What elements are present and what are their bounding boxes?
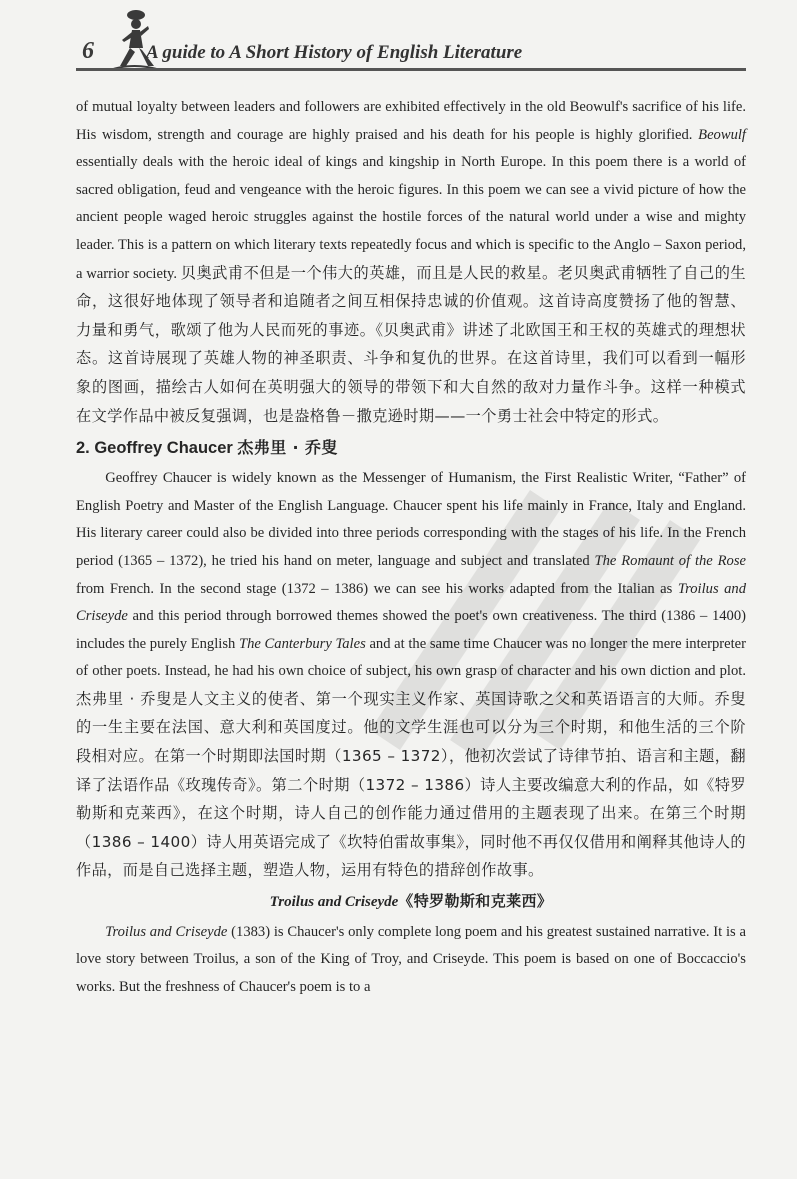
subsection-heading-troilus: [76, 888, 746, 917]
text-run: and at the same time Chaucer was no longer the mere interpreter of other poets. Instead, he had his own choice of subject, his own grasp of character and his own diction and plot.: [76, 635, 747, 680]
page-header: [0, 0, 797, 80]
italic-title: Beowulf: [698, 126, 746, 143]
subsection-heading-cn: 《特罗勒斯和克莱西》: [398, 892, 553, 911]
paragraph-troilus: [76, 919, 746, 1002]
text-run: and this period through borrowed themes showed the poet's own creativeness. The third (1386 – 1400) includes the purely English: [76, 608, 746, 652]
section-heading-en: 2. Geoffrey Chaucer: [76, 439, 238, 458]
italic-title: Troilus and Criseyde: [105, 923, 228, 940]
italic-title: The Canterbury Tales: [238, 635, 366, 652]
paragraph-chaucer: [76, 465, 746, 886]
text-run: Geoffrey Chaucer is widely known as the Messenger of Humanism, the First Realistic Writer, “Father” of English Poetry and Master of the English Language. Chaucer spent his life mainly in France, Italy and England. His literary career could also be divided into three periods corresponding with the stages of his life. In the French period (1365 – 1372), he tried his hand on meter, language and subject and translated: [76, 470, 746, 569]
chinese-translation: 贝奥武甫不但是一个伟大的英雄，而且是人民的救星。老贝奥武甫牺牲了自己的生命，这很好地体现了领导者和追随者之间互相保持忠诚的价值观。这首诗高度赞扬了他的智慧、力量和勇气，歌颂了他为人民而死的事迹。《贝奥武甫》讲述了北欧国王和王权的英雄式的理想状态。这首诗展现了英雄人物的神圣职责、斗争和复仇的世界。在这首诗里，我们可以看到一幅形象的图画，描绘古人如何在英明强大的领导的带领下和大自然的敌对力量作斗争。这样一种模式在文学作品中被反复强调，也是盎格鲁－撒克逊时期——一个勇士社会中特定的形式。: [76, 263, 746, 425]
section-heading-chaucer: [76, 435, 746, 461]
text-run: (1383) is Chaucer's only complete long poem and his greatest sustained narrative. It is a love story between Troilus, a son of the King of Troy, and Criseyde. This poem is based on one of Boccaccio's works. But the freshness of Chaucer's poem is to a: [76, 923, 746, 995]
subsection-heading-en: Troilus and Criseyde: [269, 894, 399, 911]
section-heading-cn: 杰弗里 · 乔叟: [237, 438, 338, 458]
chinese-translation: 杰弗里 · 乔叟是人文主义的使者、第一个现实主义作家、英国诗歌之父和英语语言的大师。乔叟的一生主要在法国、意大利和英国度过。他的文学生涯也可以分为三个时期，和他生活的三个阶段相对应。在第一个时期即法国时期（1365 – 1372），他初次尝试了诗律节拍、语言和主题，翻译了法语作品《玫瑰传奇》。第二个时期（1372 – 1386）诗人主要改编意大利的作品，如《特罗勒斯和克莱西》，在这个时期，诗人自己的创作能力通过借用的主题表现了出来。在第三个时期（1386 – 1400）诗人用英语完成了《坎特伯雷故事集》，同时他不再仅仅借用和阐释其他诗人的作品，而是自己选择主题，塑造人物，运用有特色的措辞创作故事。: [76, 689, 746, 880]
text-run: from French. In the second stage (1372 – 1386) we can see his works adapted from the Italian as: [76, 580, 678, 597]
page-number: 6: [82, 38, 94, 64]
text-run: of mutual loyalty between leaders and followers are exhibited effectively in the old Beowulf's sacrifice of his life. His wisdom, strength and courage are highly praised and his death for his people is highly glorified.: [76, 99, 746, 143]
italic-title: Troilus and Criseyde: [76, 580, 746, 625]
running-title: A guide to A Short History of English Literature: [146, 42, 523, 63]
paragraph-beowulf: [76, 94, 746, 431]
page-body: [76, 94, 746, 1001]
italic-title: The Romaunt of the Rose: [594, 552, 746, 569]
text-run: essentially deals with the heroic ideal of kings and kingship in North Europe. In this poem there is a world of sacred obligation, feud and vengeance with the heroic figures. In this poem we can see a vivid picture of how the ancient people waged heroic struggles against the hostile forces of the natural world under a wise and mighty leader. This is a pattern on which literary texts repeatedly focus and which is specific to the Anglo – Saxon period, a warrior society.: [76, 154, 746, 282]
header-rule: [76, 68, 746, 71]
